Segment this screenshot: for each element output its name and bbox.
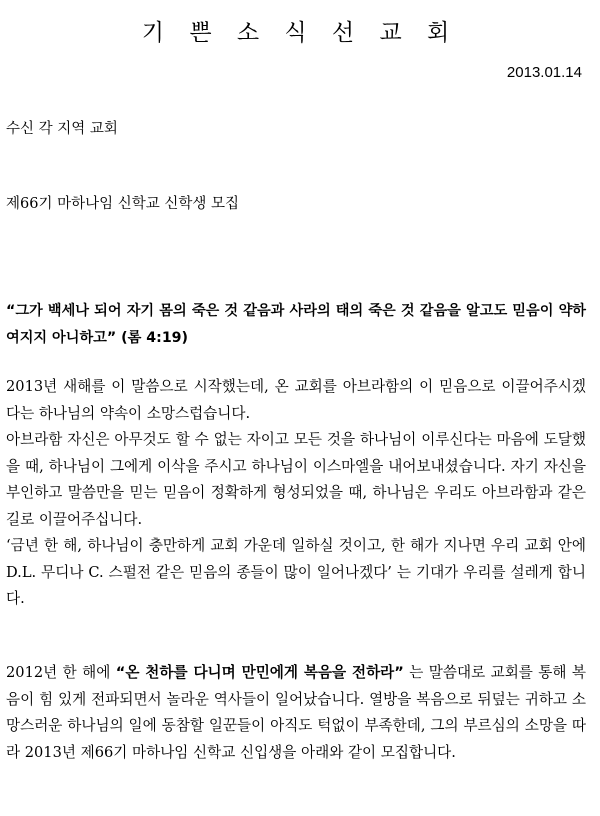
- recipient-line: 수신 각 지역 교회: [6, 121, 118, 137]
- quoted-mandate: “온 천하를 다니며 만민에게 복음을 전하라”: [115, 664, 404, 681]
- body-text: [6, 374, 586, 613]
- paragraph: ‘금년 한 해, 하나님이 충만하게 교회 가운데 일하실 것이고, 한 해가 지나면 우리 교회 안에 D.L. 무디나 C. 스펄전 같은 믿음의 종들이 많이 일어나겠다’ 는 기대가 우리를 설레게 합니다.: [6, 537, 586, 607]
- closing-paragraph: [6, 660, 586, 766]
- paragraph-rest: 는 말씀대로 교회를 통해 복음이 힘 있게 전파되면서 놀라운 역사들이 일어났습니다. 열방을 복음으로 뒤덮는 귀하고 소망스러운 하나님의 일에 동참할 일꾼들이 아직도 턱없이 부족한데, 그의 부르심의 소망을 따라 2013년 제66기 마하나임 신학교 신입생을 아래와 같이 모집합니다.: [6, 664, 586, 761]
- subject-line: 제66기 마하나임 신학교 신학생 모집: [6, 196, 239, 212]
- paragraph: 아브라함 자신은 아무것도 할 수 없는 자이고 모든 것을 하나님이 이루신다는 마음에 도달했을 때, 하나님이 그에게 이삭을 주시고 하나님이 이스마엘을 내어보내셨습니다. 자기 자신을 부인하고 말씀만을 믿는 믿음이 정확하게 형성되었을 때, 하나님은 우리도 아브라함과 같은 길로 이끌어주십니다.: [6, 431, 586, 528]
- church-title: 기 쁜 소 식 선 교 회: [141, 20, 459, 46]
- bible-verse: “그가 백세나 되어 자기 몸의 죽은 것 같음과 사라의 태의 죽은 것 같음을 알고도 믿음이 약하여지지 아니하고” (롬 4:19): [6, 303, 586, 346]
- letter-date: 2013.01.14: [506, 64, 582, 81]
- paragraph-intro: 2012년 한 해에: [6, 664, 116, 681]
- paragraph: [6, 660, 586, 766]
- paragraph: 2013년 새해를 이 말씀으로 시작했는데, 온 교회를 아브라함의 이 믿음으로 이끌어주시겠다는 하나님의 약속이 소망스럽습니다.: [6, 378, 586, 422]
